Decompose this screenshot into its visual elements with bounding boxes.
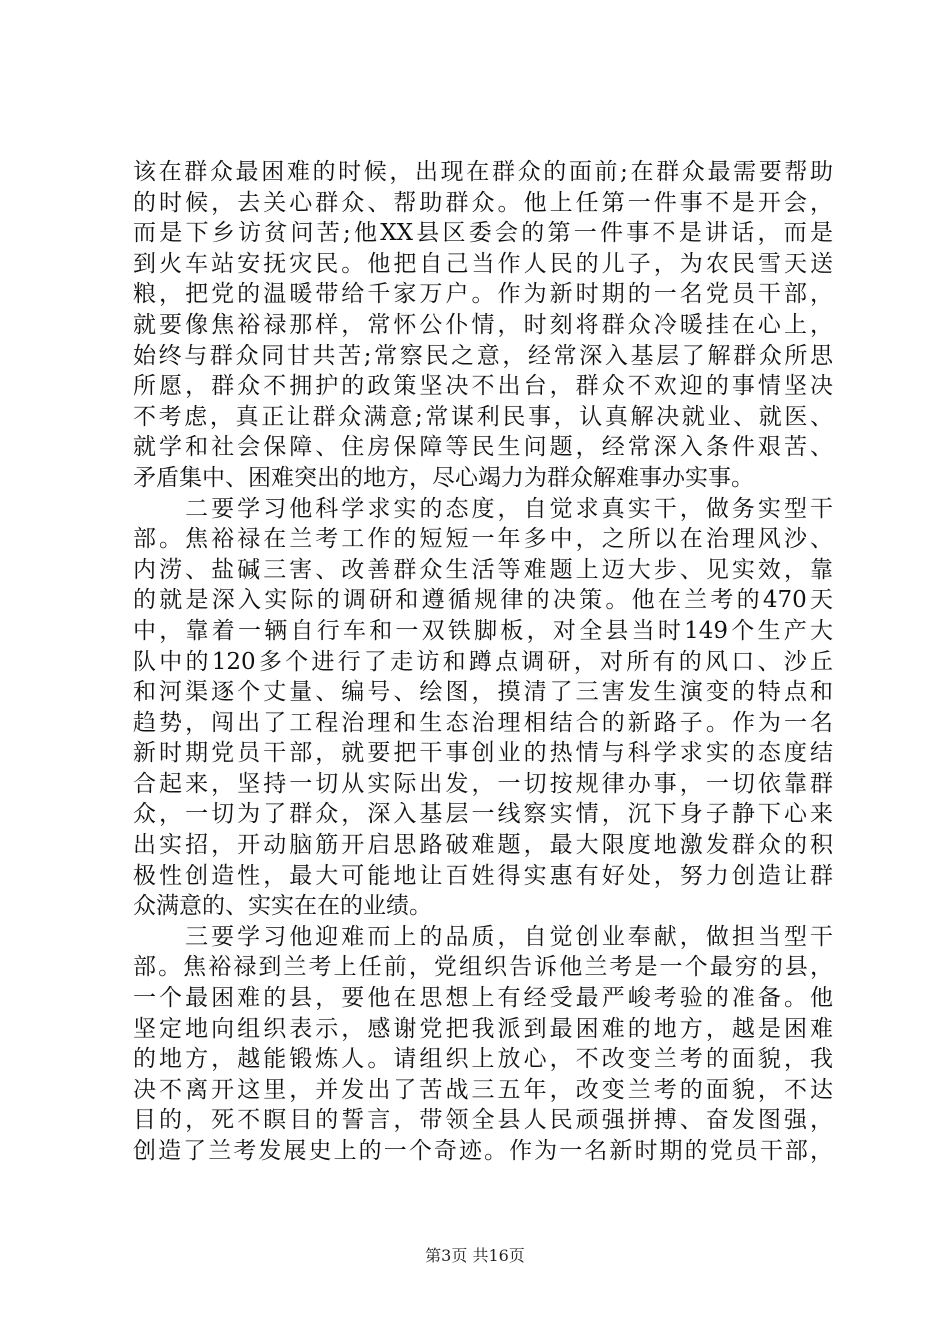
text-line: 极性创造性，最大可能地让百姓得实惠有好处，努力创造让群 — [133, 862, 833, 889]
text-line: 出实招，开动脑筋开启思路破难题，最大限度地激发群众的积 — [133, 832, 833, 859]
text-line: 和河渠逐个丈量、编号、绘图，摸清了三害发生演变的特点和 — [133, 679, 833, 706]
text-line: 该在群众最困难的时候，出现在群众的面前;在群众最需要帮助 — [133, 159, 833, 185]
page-number: 第3页 共16页 — [425, 1246, 525, 1265]
text-line: 部。焦裕禄到兰考上任前，党组织告诉他兰考是一个最穷的县， — [133, 954, 833, 981]
text-line: 矛盾集中、困难突出的地方，尽心竭力为群众解难事办实事。 — [133, 464, 754, 491]
text-line: 就学和社会保障、住房保障等民生问题，经常深入条件艰苦、 — [133, 434, 833, 461]
text-line: 的就是深入实际的调研和遵循规律的决策。他在兰考的470天 — [133, 587, 833, 614]
text-line: 中，靠着一辆自行车和一双铁脚板，对全县当时149个生产大 — [133, 617, 833, 644]
text-line: 目的，死不瞑目的誓言，带领全县人民顽强拼搏、奋发图强， — [133, 1107, 833, 1134]
text-line: 三要学习他迎难而上的品质，自觉创业奉献，做担当型干 — [133, 923, 833, 950]
text-line: 队中的120多个进行了走访和蹲点调研，对所有的风口、沙丘 — [133, 648, 833, 675]
page-footer — [0, 1243, 950, 1266]
text-line: 合起来，坚持一切从实际出发，一切按规律办事，一切依靠群 — [133, 770, 833, 797]
text-line: 所愿，群众不拥护的政策坚决不出台，群众不欢迎的事情坚决 — [133, 373, 833, 400]
text-line: 的地方，越能锻炼人。请组织上放心，不改变兰考的面貌，我 — [133, 1046, 833, 1073]
text-line: 众满意的、实实在在的业绩。 — [133, 893, 432, 920]
text-line: 不考虑，真正让群众满意;常谋利民事，认真解决就业、就医、 — [133, 403, 833, 430]
text-line: 众，一切为了群众，深入基层一线察实情，沉下身子静下心来 — [133, 801, 833, 828]
text-line: 二要学习他科学求实的态度，自觉求真实干，做务实型干 — [133, 495, 833, 522]
text-line: 创造了兰考发展史上的一个奇迹。作为一名新时期的党员干部， — [133, 1138, 833, 1164]
text-line: 就要像焦裕禄那样，常怀公仆情，时刻将群众冷暖挂在心上， — [133, 311, 833, 338]
body-text — [133, 157, 833, 1167]
text-line: 的时候，去关心群众、帮助群众。他上任第一件事不是开会， — [133, 189, 833, 216]
text-line: 一个最困难的县，要他在思想上有经受最严峻考验的准备。他 — [133, 985, 833, 1012]
text-line: 而是下乡访贫问苦;他XX县区委会的第一件事不是讲话，而是 — [133, 220, 833, 247]
text-line: 到火车站安抚灾民。他把自己当作人民的儿子，为农民雪天送 — [133, 250, 833, 277]
text-line: 决不离开这里，并发出了苦战三五年，改变兰考的面貌，不达 — [133, 1076, 833, 1103]
text-line: 坚定地向组织表示，感谢党把我派到最困难的地方，越是困难 — [133, 1015, 833, 1042]
text-line: 内涝、盐碱三害、改善群众生活等难题上迈大步、见实效，靠 — [133, 556, 833, 583]
text-line: 粮，把党的温暖带给千家万户。作为新时期的一名党员干部， — [133, 281, 833, 308]
text-line: 趋势，闯出了工程治理和生态治理相结合的新路子。作为一名 — [133, 709, 833, 736]
text-line: 新时期党员干部，就要把干事创业的热情与科学求实的态度结 — [133, 740, 833, 767]
text-line: 部。焦裕禄在兰考工作的短短一年多中，之所以在治理风沙、 — [133, 526, 833, 553]
text-line: 始终与群众同甘共苦;常察民之意，经常深入基层了解群众所思 — [133, 342, 833, 369]
